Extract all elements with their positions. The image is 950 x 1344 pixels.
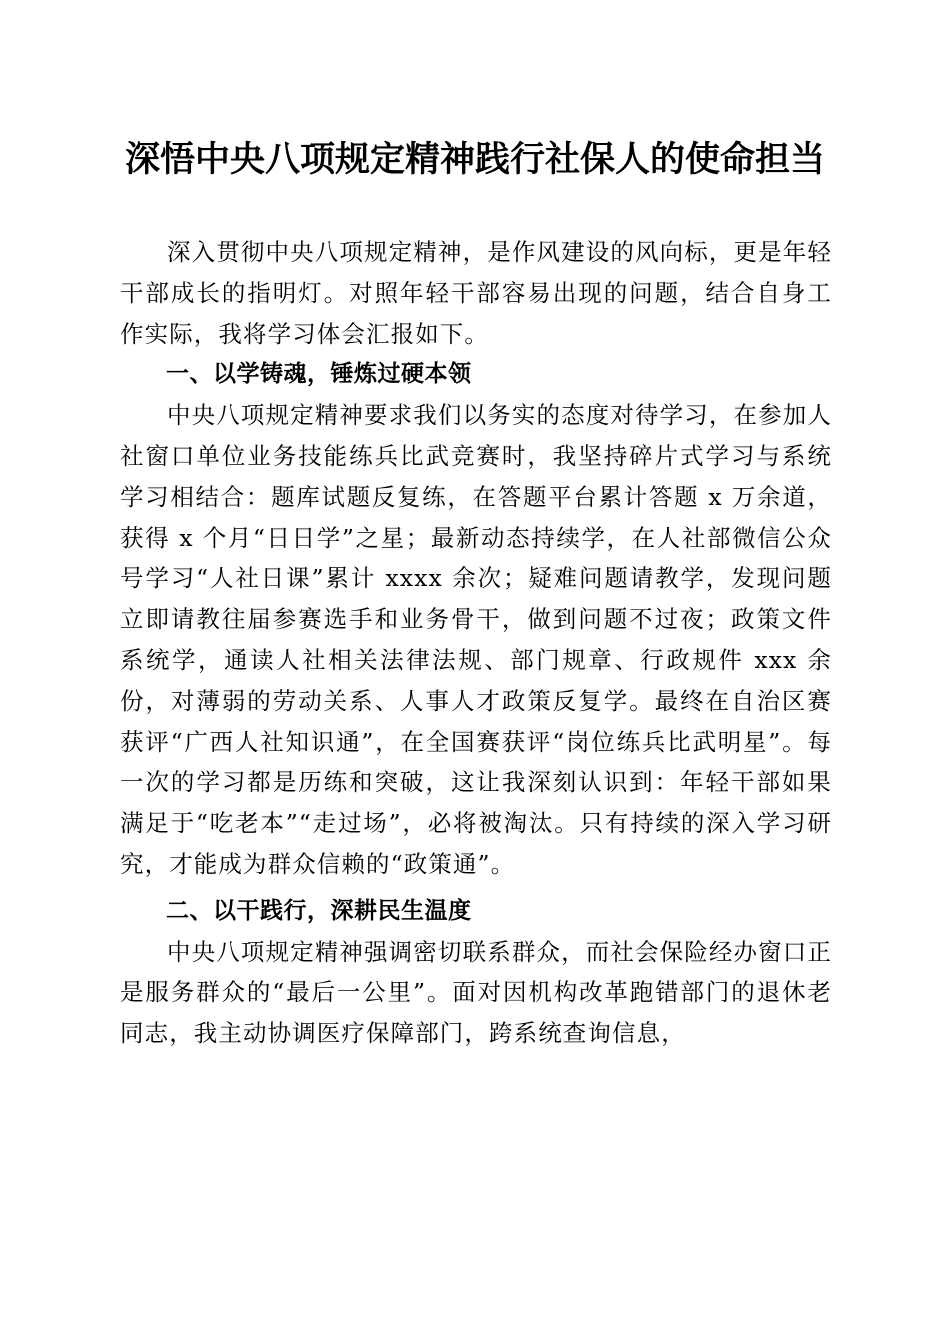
section1-paragraph: 中央八项规定精神要求我们以务实的态度对待学习，在参加人社窗口单位业务技能练兵比武竞赛时，我坚持碎片式学习与系统学习相结合：题库试题反复练，在答题平台累计答题 x 万余道，获得 x 个月“日日学”之星；最新动态持续学，在人社部微信公众号学习“人社日课”累计 xxxx 余次；疑难问题请教学，发现问题立即请教往届参赛选手和业务骨干，做到问题不过夜；政策文件系统学，通读人社相关法律法规、部门规章、行政规件 xxx 余份，对薄弱的劳动关系、人事人才政策反复学。最终在自治区赛获评“广西人社知识通”，在全国赛获评“岗位练兵比武明星”。每一次的学习都是历练和突破，这让我深刻认识到：年轻干部如果满足于“吃老本”“走过场”，必将被淘汰。只有持续的深入学习研究，才能成为群众信赖的“政策通”。 (120, 401, 832, 878)
document-body (120, 232, 832, 1054)
section2-heading: 二、以干践行，深耕民生温度 (166, 897, 472, 924)
section1-heading: 一、以学铸魂，锤炼过硬本领 (166, 361, 472, 388)
intro-paragraph: 深入贯彻中央八项规定精神，是作风建设的风向标，更是年轻干部成长的指明灯。对照年轻干部容易出现的问题，结合自身工作实际，我将学习体会汇报如下。 (120, 238, 832, 348)
document-title: 深悟中央八项规定精神践行社保人的使命担当 (124, 139, 825, 180)
section2-paragraph: 中央八项规定精神强调密切联系群众，而社会保险经办窗口正是服务群众的“最后一公里”。面对因机构改革跑错部门的退休老同志，我主动协调医疗保障部门，跨系统查询信息， (120, 937, 832, 1048)
